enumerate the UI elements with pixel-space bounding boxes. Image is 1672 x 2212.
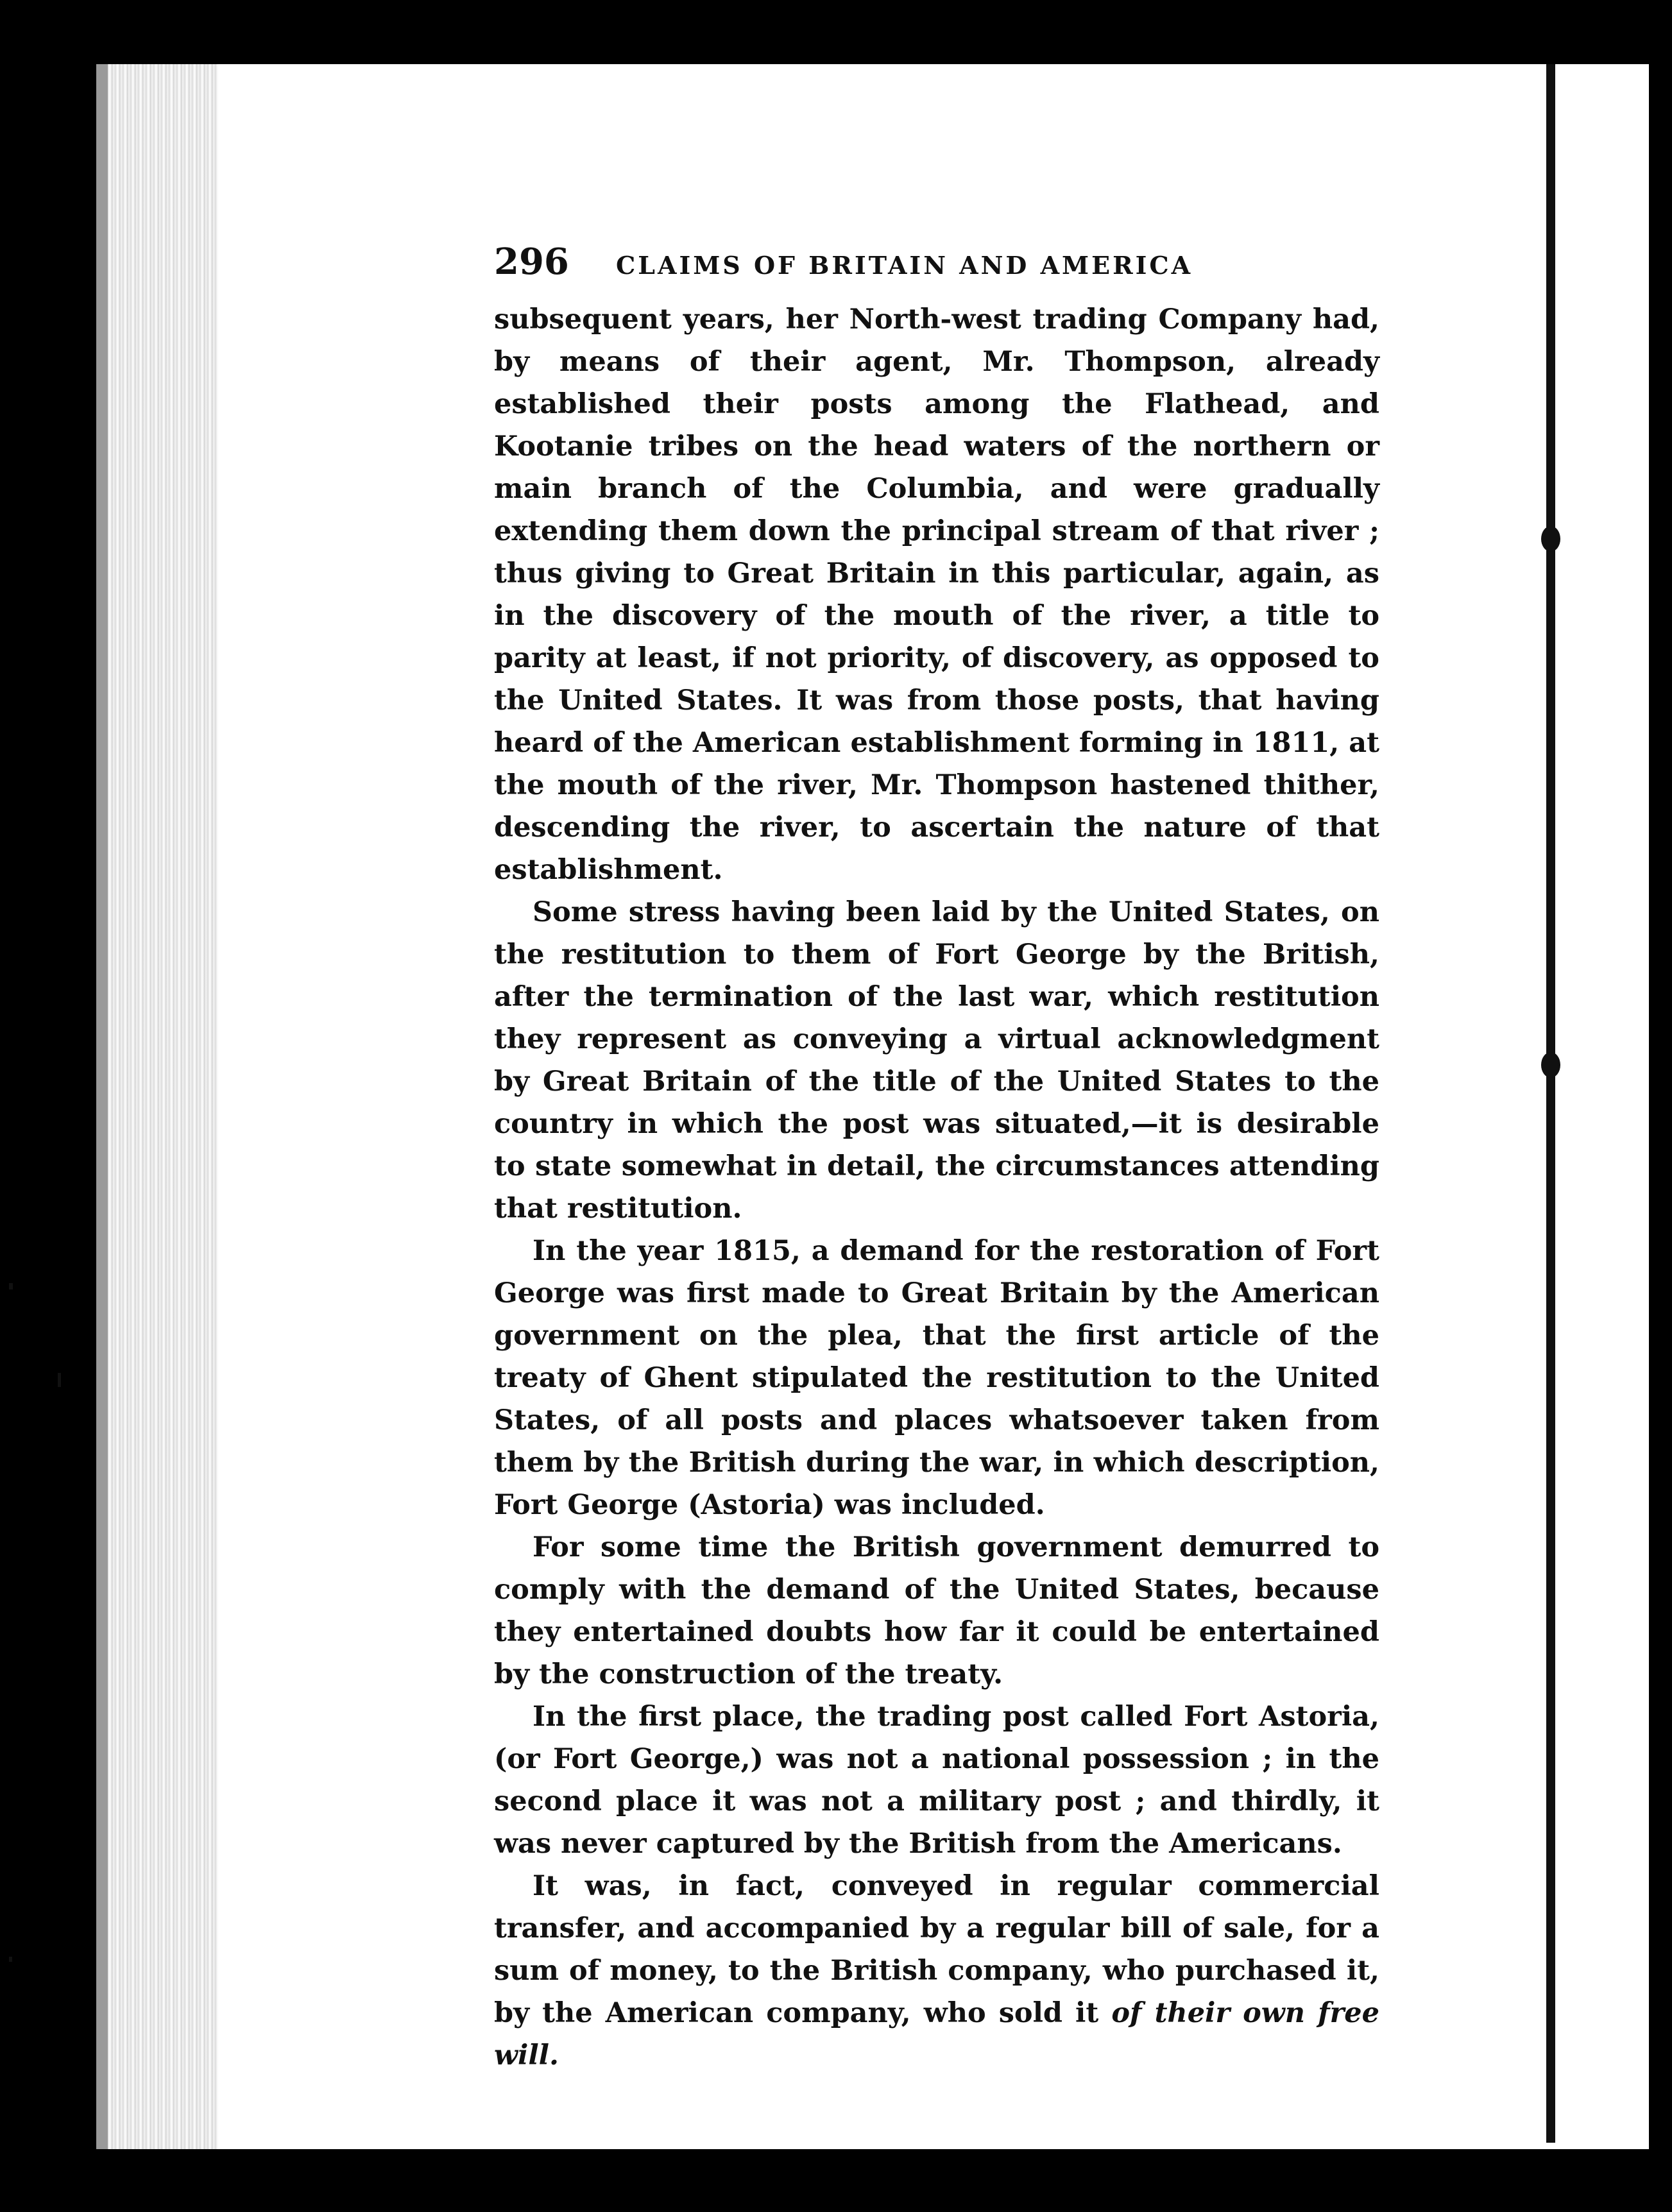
paragraph bbox=[494, 1865, 1379, 2077]
gutter-shadow bbox=[1546, 64, 1555, 2143]
paragraph: Some stress having been laid by the United States, on the restitution to them of Fort George by the British, after the termination of the last war, which restitution they represent as conveying a virtual acknowledgment by Great Britain of the title of the United States to the country in which the post was situated,—it is desirable to state somewhat in detail, the circumstances attending that restitution. bbox=[494, 896, 1379, 1225]
page-edges bbox=[96, 64, 218, 2149]
paragraph: For some time the British government demurred to comply with the demand of the United States, because they entertained doubts how far it could be entertained by the construction of the treaty. bbox=[494, 1531, 1379, 1690]
margin-speck bbox=[58, 1373, 61, 1387]
paragraph-text: It was, in fact, conveyed in regular commercial transfer, and accompanied by a regular bill of sale, for a sum of money, to the British company, who purchased it, by the American company, who sold it bbox=[494, 1870, 1379, 2029]
margin-speck bbox=[9, 1283, 13, 1289]
running-title: CLAIMS OF BRITAIN AND AMERICA bbox=[616, 251, 1193, 280]
margin-speck bbox=[9, 1957, 12, 1962]
paragraph: In the year 1815, a demand for the restoration of Fort George was first made to Great Britain by the American government on the plea, that the first article of the treaty of Ghent stipulated the restitution to the United States, of all posts and places whatsoever taken from them by the British during the war, in which description, Fort George (Astoria) was included. bbox=[494, 1235, 1379, 1521]
paragraph: In the first place, the trading post called Fort Astoria, (or Fort George,) was not a national possession ; in the second place it was not a military post ; and thirdly, it was never captured by the British from the Americans. bbox=[494, 1701, 1379, 1860]
running-head bbox=[494, 241, 1379, 292]
paragraph: subsequent years, her North-west trading Company had, by means of their agent, Mr. Thompson, already established their posts among the Flathead, and Kootanie tribes on the head waters of the northern or main branch of the Columbia, and were gradually extending them down the principal stream of that river ; thus giving to Great Britain in this particular, again, as in the discovery of the mouth of the river, a title to parity at least, if not priority, of discovery, as opposed to the United States. It was from those posts, that having heard of the American establishment forming in 1811, at the mouth of the river, Mr. Thompson hastened thither, descending the river, to ascertain the nature of that establishment. bbox=[494, 303, 1379, 886]
italic-phrase: of their own free will. bbox=[494, 1997, 1379, 2072]
page-number: 296 bbox=[494, 241, 569, 283]
page-text bbox=[494, 241, 1379, 2077]
